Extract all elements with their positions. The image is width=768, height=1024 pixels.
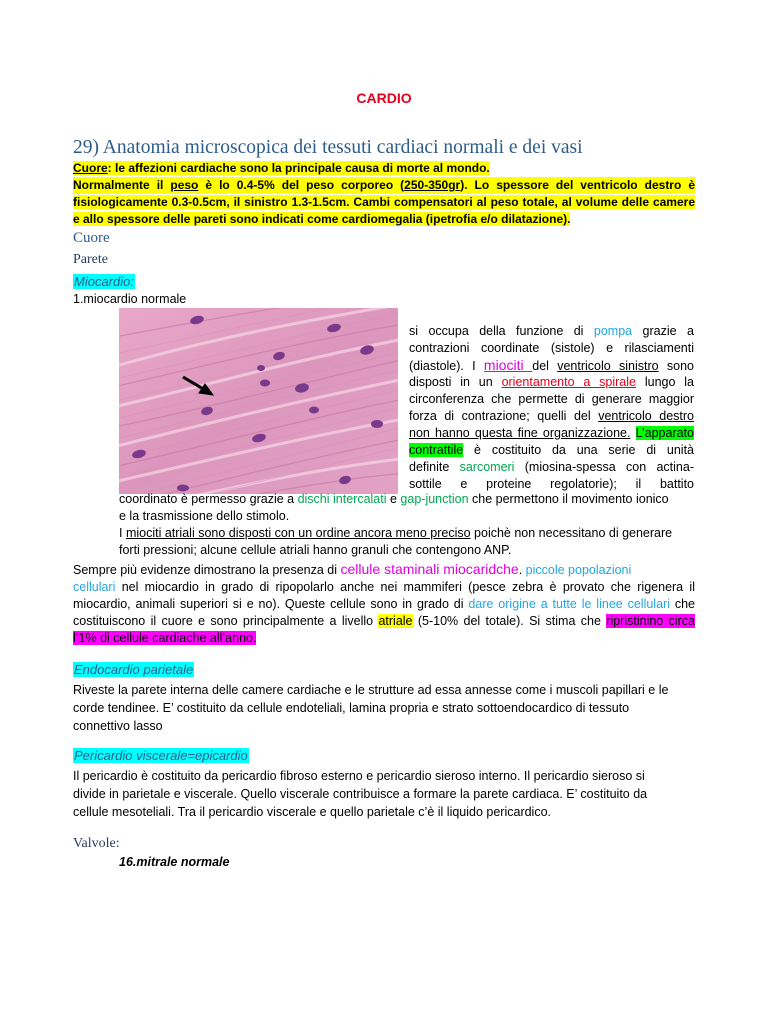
intro-paragraph: Cuore: le affezioni cardiache sono la principale causa di morte al mondo. Normalmente il peso è lo 0.4-5% del peso corporeo (250-350gr). Lo spessore del ventricolo destro è fisiologicamente 0.3-0.5cm, il sinistro 1.3-1.5cm. Cambi compensatori al peso totale, al volume delle camere e allo spessore delle pareti sono indicati come cardiomegalia (ipetrofia e/o dilatazione). [73,161,695,226]
miocardio-label: Miocardio: [74,274,134,289]
coordination-paragraph: coordinato è permesso grazie a dischi intercalati e gap-junction che permettono il movimento ionico e la trasmissione dello stimolo. [119,492,669,523]
endocardio-paragraph: Riveste la parete interna delle camere cardiache e le strutture ad essa annesse come i muscoli papillari e le corde tendinee. E’ costituito da cellule endoteliali, lamina propria e strato sottoendocardico di tessuto connettivo lasso [73,683,669,733]
endocardio-label: Endocardio parietale [74,662,194,677]
document-title: CARDIO [356,90,412,106]
atrial-paragraph: I miociti atriali sono disposti con un ordine ancora meno preciso poichè non necessitano di generare forti pressioni; alcune cellule atriali hanno granuli che contengono ANP. [119,526,673,557]
subheading-parete: Parete [73,252,108,267]
subheading-valvole: Valvole: [73,836,120,851]
mitrale-caption: 16.mitrale normale [119,855,230,869]
histology-micrograph [119,308,398,494]
miocardio-description: si occupa della funzione di pompa grazie a contrazioni coordinate (sistole) e rilasciamenti (diastole). I miociti del ventricolo sinistro sono disposti in un orientamento a spirale lungo la circonferenza che permette di generare maggior forza di contrazione; quelli del ventricolo destro non hanno questa fine organizzazione. L’apparato contrattile è costituito da una serie di unità definite sarcomeri (miosina-spessa con actina- sottile e proteine regolatorie); il battito [409,324,695,491]
pericardio-label: Pericardio viscerale=epicardio [74,748,248,763]
cuore-label: Cuore [73,161,108,175]
stem-cells-paragraph: Sempre più evidenze dimostrano la presenza di cellule staminali miocaridche. piccole popolazioni cellulari nel miocardio in grado di ripopolarlo anche nei mammiferi (pesce zebra è provato che rigenera il miocardio, animali superiori si e no). Queste cellule sono in grado di dare origine a tutte le linee cellulari che costituiscono il cuore e sono principalmente a livello atriale (5-10% del totale). Si stima che ripristinino circa l’1% di cellule cardiache all’anno. [73,561,695,645]
pericardio-paragraph: Il pericardio è costituito da pericardio fibroso esterno e pericardio sieroso interno. Il pericardio sieroso si divide in parietale e viscerale. Quello viscerale contribuisce a formare la parete cardiaca. E’ costituito da cellule mesoteliali. Tra il pericardio viscerale e quello parietale c’è il liquido pericardico. [73,769,648,819]
miocardio-normale-caption: 1.miocardio normale [73,292,187,306]
section-heading: 29) Anatomia microscopica dei tessuti cardiaci normali e dei vasi [73,137,583,158]
subheading-cuore: Cuore [73,230,110,246]
